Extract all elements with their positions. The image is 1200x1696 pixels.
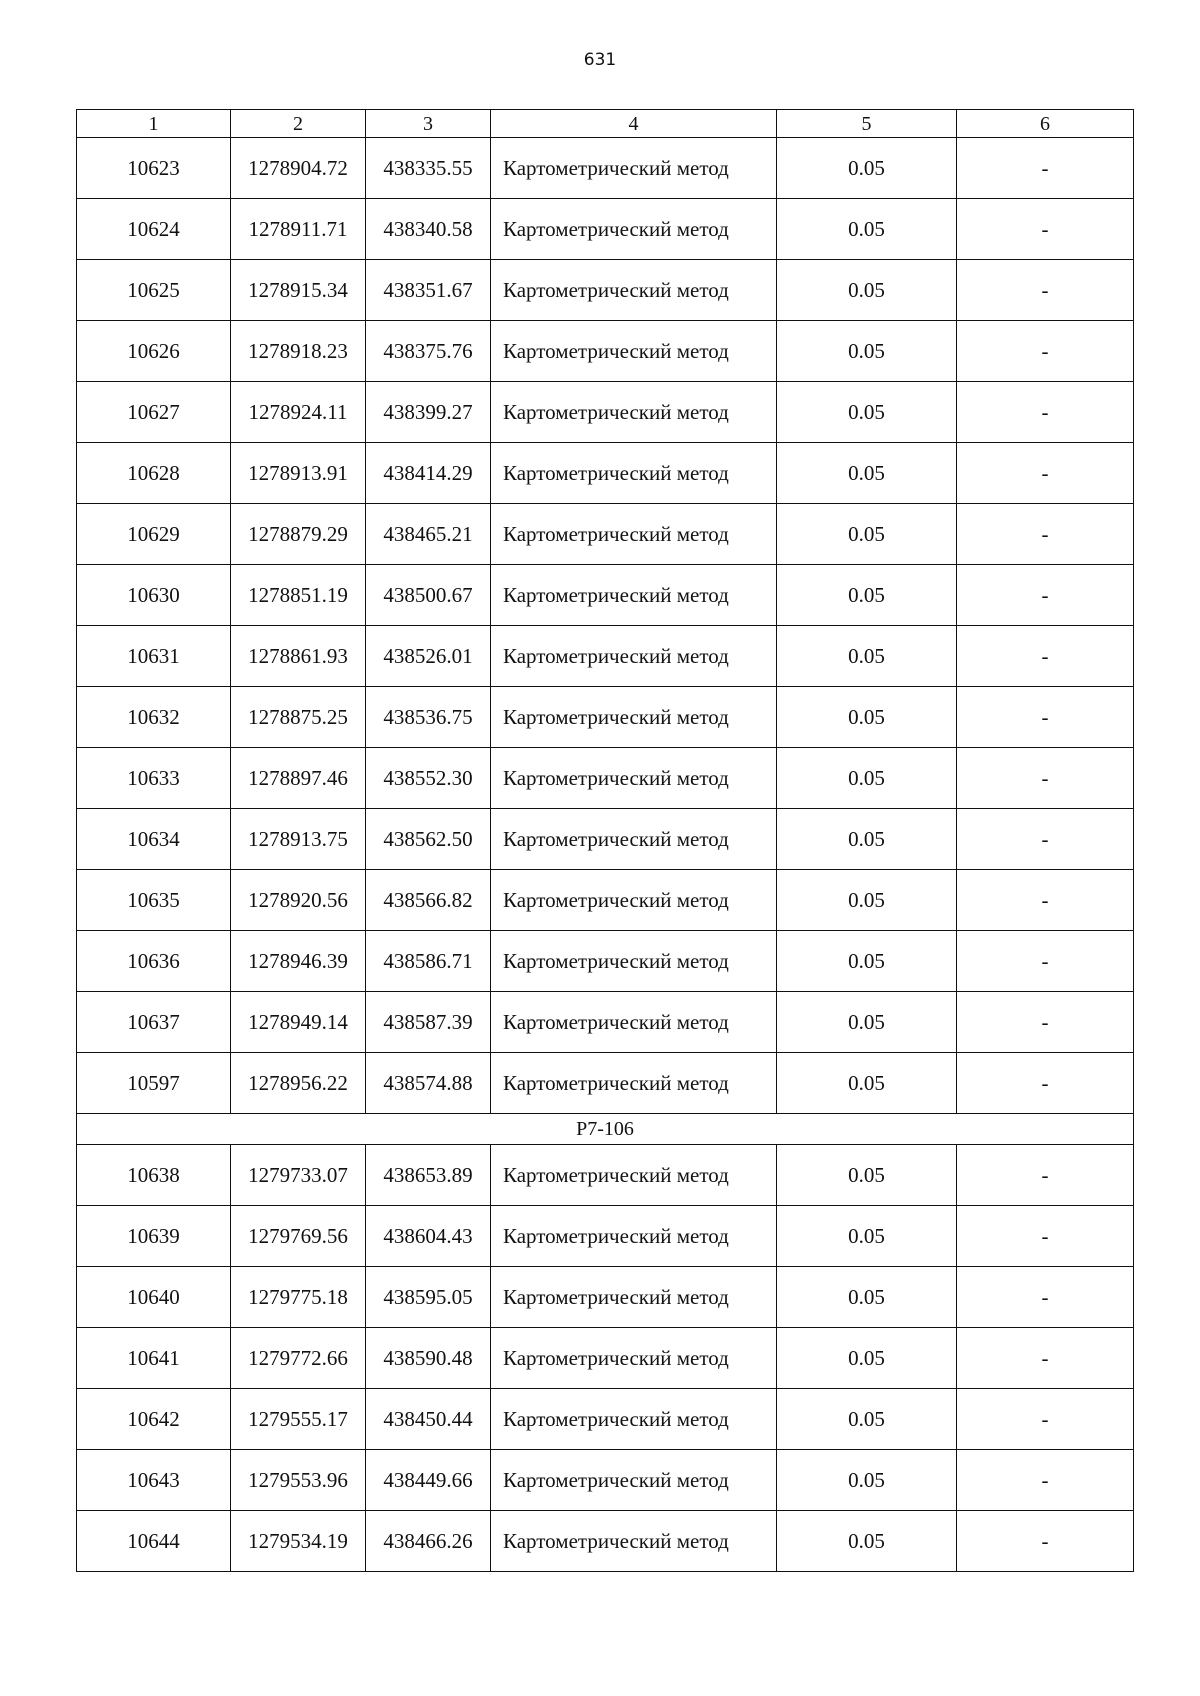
accuracy-cell: 0.05: [777, 870, 957, 931]
note-cell: -: [957, 748, 1134, 809]
table-row: [77, 626, 1134, 687]
method-cell: Картометрический метод: [491, 1267, 777, 1328]
method-cell: Картометрический метод: [491, 1450, 777, 1511]
note-cell: -: [957, 382, 1134, 443]
point-number-cell: 10630: [77, 565, 231, 626]
y-coordinate-cell: 438586.71: [366, 931, 491, 992]
table-row: [77, 809, 1134, 870]
x-coordinate-cell: 1278851.19: [231, 565, 366, 626]
column-header: 1: [77, 110, 231, 138]
method-cell: Картометрический метод: [491, 687, 777, 748]
accuracy-cell: 0.05: [777, 687, 957, 748]
table-header-row: [77, 110, 1134, 138]
accuracy-cell: 0.05: [777, 1450, 957, 1511]
method-cell: Картометрический метод: [491, 260, 777, 321]
x-coordinate-cell: 1278915.34: [231, 260, 366, 321]
x-coordinate-cell: 1278904.72: [231, 138, 366, 199]
table-row: [77, 992, 1134, 1053]
accuracy-cell: 0.05: [777, 1145, 957, 1206]
table-row: [77, 382, 1134, 443]
method-cell: Картометрический метод: [491, 199, 777, 260]
column-header: 5: [777, 110, 957, 138]
y-coordinate-cell: 438595.05: [366, 1267, 491, 1328]
accuracy-cell: 0.05: [777, 1511, 957, 1572]
note-cell: -: [957, 809, 1134, 870]
y-coordinate-cell: 438399.27: [366, 382, 491, 443]
accuracy-cell: 0.05: [777, 1389, 957, 1450]
method-cell: Картометрический метод: [491, 504, 777, 565]
note-cell: -: [957, 1511, 1134, 1572]
point-number-cell: 10634: [77, 809, 231, 870]
point-number-cell: 10633: [77, 748, 231, 809]
table-row: [77, 565, 1134, 626]
section-label: Р7-106: [77, 1114, 1134, 1145]
x-coordinate-cell: 1279775.18: [231, 1267, 366, 1328]
x-coordinate-cell: 1278861.93: [231, 626, 366, 687]
x-coordinate-cell: 1278875.25: [231, 687, 366, 748]
accuracy-cell: 0.05: [777, 321, 957, 382]
accuracy-cell: 0.05: [777, 1053, 957, 1114]
table-row: [77, 687, 1134, 748]
table-row: [77, 1053, 1134, 1114]
x-coordinate-cell: 1279733.07: [231, 1145, 366, 1206]
method-cell: Картометрический метод: [491, 1206, 777, 1267]
point-number-cell: 10642: [77, 1389, 231, 1450]
table-row: [77, 138, 1134, 199]
coordinates-table: [76, 109, 1134, 1572]
point-number-cell: 10641: [77, 1328, 231, 1389]
note-cell: -: [957, 199, 1134, 260]
x-coordinate-cell: 1278913.91: [231, 443, 366, 504]
point-number-cell: 10640: [77, 1267, 231, 1328]
x-coordinate-cell: 1279534.19: [231, 1511, 366, 1572]
table-row: [77, 1511, 1134, 1572]
point-number-cell: 10631: [77, 626, 231, 687]
y-coordinate-cell: 438587.39: [366, 992, 491, 1053]
point-number-cell: 10623: [77, 138, 231, 199]
accuracy-cell: 0.05: [777, 809, 957, 870]
note-cell: -: [957, 138, 1134, 199]
point-number-cell: 10624: [77, 199, 231, 260]
point-number-cell: 10629: [77, 504, 231, 565]
table-row: [77, 1328, 1134, 1389]
y-coordinate-cell: 438449.66: [366, 1450, 491, 1511]
table-row: [77, 321, 1134, 382]
accuracy-cell: 0.05: [777, 626, 957, 687]
y-coordinate-cell: 438466.26: [366, 1511, 491, 1572]
y-coordinate-cell: 438375.76: [366, 321, 491, 382]
table-row: [77, 1450, 1134, 1511]
y-coordinate-cell: 438562.50: [366, 809, 491, 870]
point-number-cell: 10639: [77, 1206, 231, 1267]
point-number-cell: 10626: [77, 321, 231, 382]
y-coordinate-cell: 438604.43: [366, 1206, 491, 1267]
accuracy-cell: 0.05: [777, 199, 957, 260]
note-cell: -: [957, 504, 1134, 565]
method-cell: Картометрический метод: [491, 1511, 777, 1572]
method-cell: Картометрический метод: [491, 565, 777, 626]
column-header: 3: [366, 110, 491, 138]
y-coordinate-cell: 438340.58: [366, 199, 491, 260]
x-coordinate-cell: 1278949.14: [231, 992, 366, 1053]
method-cell: Картометрический метод: [491, 1389, 777, 1450]
table-row: [77, 1267, 1134, 1328]
method-cell: Картометрический метод: [491, 1145, 777, 1206]
accuracy-cell: 0.05: [777, 504, 957, 565]
point-number-cell: 10643: [77, 1450, 231, 1511]
note-cell: -: [957, 1450, 1134, 1511]
point-number-cell: 10632: [77, 687, 231, 748]
x-coordinate-cell: 1278911.71: [231, 199, 366, 260]
y-coordinate-cell: 438653.89: [366, 1145, 491, 1206]
table-body: [77, 110, 1134, 1572]
note-cell: -: [957, 931, 1134, 992]
accuracy-cell: 0.05: [777, 382, 957, 443]
y-coordinate-cell: 438566.82: [366, 870, 491, 931]
y-coordinate-cell: 438335.55: [366, 138, 491, 199]
method-cell: Картометрический метод: [491, 931, 777, 992]
table-row: [77, 931, 1134, 992]
column-header: 4: [491, 110, 777, 138]
method-cell: Картометрический метод: [491, 321, 777, 382]
accuracy-cell: 0.05: [777, 138, 957, 199]
point-number-cell: 10637: [77, 992, 231, 1053]
x-coordinate-cell: 1278913.75: [231, 809, 366, 870]
x-coordinate-cell: 1278956.22: [231, 1053, 366, 1114]
note-cell: -: [957, 687, 1134, 748]
y-coordinate-cell: 438590.48: [366, 1328, 491, 1389]
y-coordinate-cell: 438351.67: [366, 260, 491, 321]
point-number-cell: 10625: [77, 260, 231, 321]
note-cell: -: [957, 1206, 1134, 1267]
table-row: [77, 260, 1134, 321]
accuracy-cell: 0.05: [777, 443, 957, 504]
point-number-cell: 10628: [77, 443, 231, 504]
x-coordinate-cell: 1278920.56: [231, 870, 366, 931]
table-row: [77, 504, 1134, 565]
x-coordinate-cell: 1279769.56: [231, 1206, 366, 1267]
accuracy-cell: 0.05: [777, 565, 957, 626]
accuracy-cell: 0.05: [777, 992, 957, 1053]
y-coordinate-cell: 438536.75: [366, 687, 491, 748]
note-cell: -: [957, 1389, 1134, 1450]
point-number-cell: 10644: [77, 1511, 231, 1572]
table-row: [77, 870, 1134, 931]
method-cell: Картометрический метод: [491, 626, 777, 687]
accuracy-cell: 0.05: [777, 1328, 957, 1389]
x-coordinate-cell: 1279555.17: [231, 1389, 366, 1450]
note-cell: -: [957, 1328, 1134, 1389]
y-coordinate-cell: 438574.88: [366, 1053, 491, 1114]
accuracy-cell: 0.05: [777, 748, 957, 809]
method-cell: Картометрический метод: [491, 443, 777, 504]
page-number: 631: [583, 50, 617, 70]
note-cell: -: [957, 565, 1134, 626]
table-row: [77, 1206, 1134, 1267]
method-cell: Картометрический метод: [491, 992, 777, 1053]
table-row: [77, 443, 1134, 504]
y-coordinate-cell: 438465.21: [366, 504, 491, 565]
note-cell: -: [957, 992, 1134, 1053]
x-coordinate-cell: 1279553.96: [231, 1450, 366, 1511]
x-coordinate-cell: 1278879.29: [231, 504, 366, 565]
column-header: 2: [231, 110, 366, 138]
table-row: [77, 748, 1134, 809]
y-coordinate-cell: 438526.01: [366, 626, 491, 687]
table-row: [77, 199, 1134, 260]
x-coordinate-cell: 1278924.11: [231, 382, 366, 443]
table-row: [77, 1145, 1134, 1206]
accuracy-cell: 0.05: [777, 260, 957, 321]
accuracy-cell: 0.05: [777, 1267, 957, 1328]
point-number-cell: 10635: [77, 870, 231, 931]
method-cell: Картометрический метод: [491, 138, 777, 199]
x-coordinate-cell: 1278897.46: [231, 748, 366, 809]
method-cell: Картометрический метод: [491, 809, 777, 870]
x-coordinate-cell: 1279772.66: [231, 1328, 366, 1389]
point-number-cell: 10627: [77, 382, 231, 443]
y-coordinate-cell: 438500.67: [366, 565, 491, 626]
point-number-cell: 10597: [77, 1053, 231, 1114]
method-cell: Картометрический метод: [491, 1053, 777, 1114]
method-cell: Картометрический метод: [491, 748, 777, 809]
x-coordinate-cell: 1278946.39: [231, 931, 366, 992]
note-cell: -: [957, 1145, 1134, 1206]
note-cell: -: [957, 443, 1134, 504]
note-cell: -: [957, 321, 1134, 382]
note-cell: -: [957, 1267, 1134, 1328]
note-cell: -: [957, 626, 1134, 687]
accuracy-cell: 0.05: [777, 931, 957, 992]
table-row: [77, 1389, 1134, 1450]
column-header: 6: [957, 110, 1134, 138]
x-coordinate-cell: 1278918.23: [231, 321, 366, 382]
note-cell: -: [957, 870, 1134, 931]
y-coordinate-cell: 438552.30: [366, 748, 491, 809]
point-number-cell: 10636: [77, 931, 231, 992]
method-cell: Картометрический метод: [491, 870, 777, 931]
method-cell: Картометрический метод: [491, 1328, 777, 1389]
y-coordinate-cell: 438414.29: [366, 443, 491, 504]
section-header-row: [77, 1114, 1134, 1145]
accuracy-cell: 0.05: [777, 1206, 957, 1267]
point-number-cell: 10638: [77, 1145, 231, 1206]
method-cell: Картометрический метод: [491, 382, 777, 443]
note-cell: -: [957, 1053, 1134, 1114]
note-cell: -: [957, 260, 1134, 321]
y-coordinate-cell: 438450.44: [366, 1389, 491, 1450]
